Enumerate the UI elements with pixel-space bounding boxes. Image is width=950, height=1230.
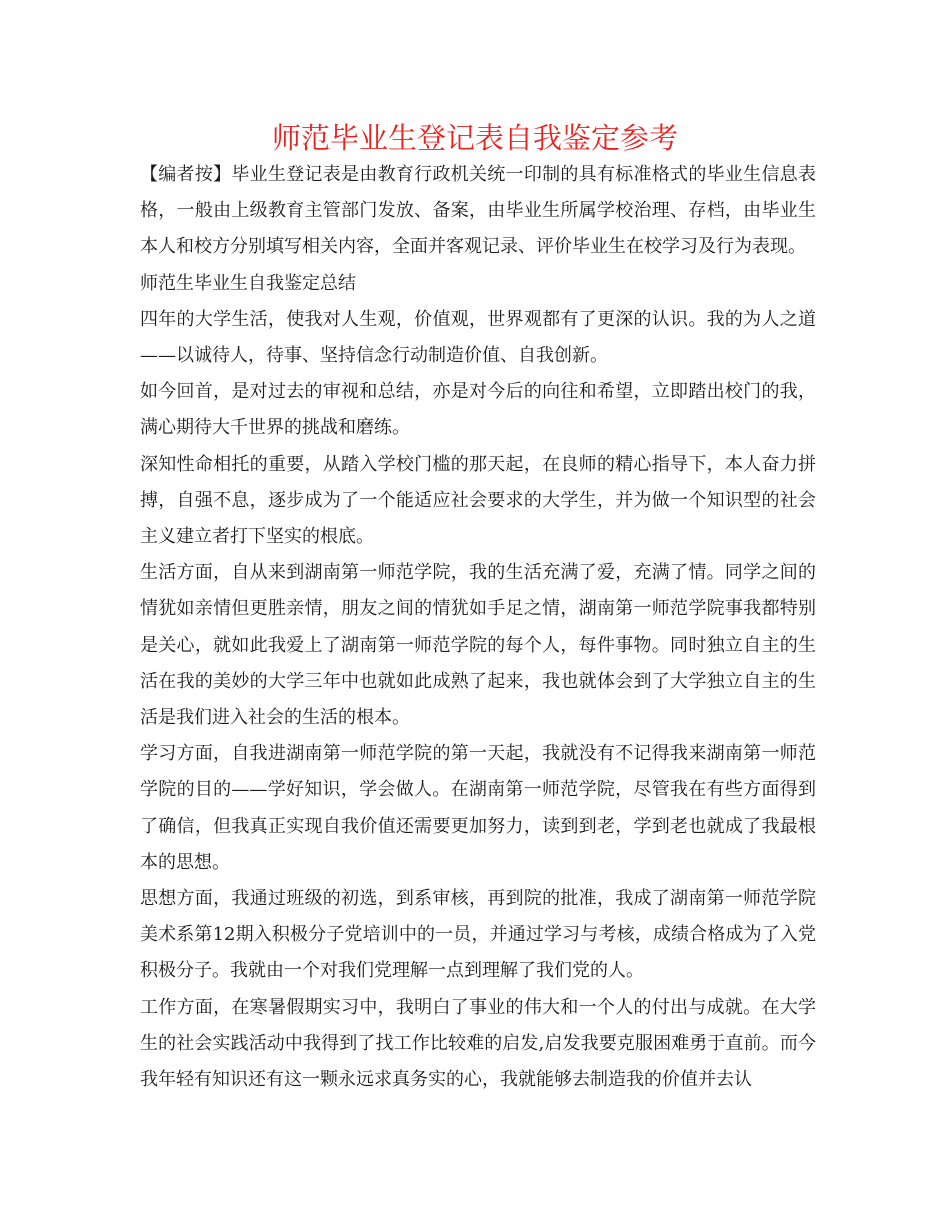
body-paragraph: 思想方面，我通过班级的初选，到系审核，再到院的批准，我成了湖南第一师范学院美术系第12期入积极分子党培训中的一员，并通过学习与考核，成绩合格成为了入党积极分子。我就由一个对我们党理解一点到理解了我们党的人。 [140, 888, 816, 982]
body-paragraph: 生活方面，自从来到湖南第一师范学院，我的生活充满了爱，充满了情。同学之间的情犹如亲情但更胜亲情，朋友之间的情犹如手足之情，湖南第一师范学院事我都特别是关心，就如此我爱上了湖南第一师范学院的每个人，每件事物。同时独立自主的生活在我的美妙的大学三年中也就如此成熟了起来，我也就体会到了大学独立自主的生活是我们进入社会的生活的根本。 [140, 562, 816, 729]
section-heading: 师范生毕业生自我鉴定总结 [140, 272, 356, 294]
body-paragraph: 如今回首，是对过去的审视和总结，亦是对今后的向往和希望，立即踏出校门的我，满心期待大千世界的挑战和磨练。 [140, 381, 816, 439]
body-paragraph: 学习方面，自我进湖南第一师范学院的第一天起，我就没有不记得我来湖南第一师范学院的目的——学好知识，学会做人。在湖南第一师范学院，尽管我在有些方面得到了确信，但我真正实现自我价值还需要更加努力，读到到老，学到老也就成了我最根本的思想。 [140, 743, 816, 873]
editor-note-paragraph: 【编者按】毕业生登记表是由教育行政机关统一印制的具有标准格式的毕业生信息表格，一般由上级教育主管部门发放、备案，由毕业生所属学校治理、存档，由毕业生本人和校方分别填写相关内容，全面并客观记录、评价毕业生在校学习及行为表现。 [140, 164, 816, 258]
body-paragraph: 工作方面，在寒暑假期实习中，我明白了事业的伟大和一个人的付出与成就。在大学生的社会实践活动中我得到了找工作比较难的启发,启发我要克服困难勇于直前。而今我年轻有知识还有这一颗永远求真务实的心，我就能够去制造我的价值并去认 [140, 996, 816, 1091]
body-paragraph: 深知性命相托的重要，从踏入学校门槛的那天起，在良师的精心指导下，本人奋力拼搏，自强不息，逐步成为了一个能适应社会要求的大学生，并为做一个知识型的社会主义建立者打下坚实的根底。 [140, 453, 816, 548]
body-paragraph: 四年的大学生活，使我对人生观，价值观，世界观都有了更深的认识。我的为人之道——以诚待人，待事、坚持信念行动制造价值、自我创新。 [140, 308, 816, 367]
document-title: 师范毕业生登记表自我鉴定参考 [271, 121, 678, 155]
document-body [140, 157, 816, 1098]
